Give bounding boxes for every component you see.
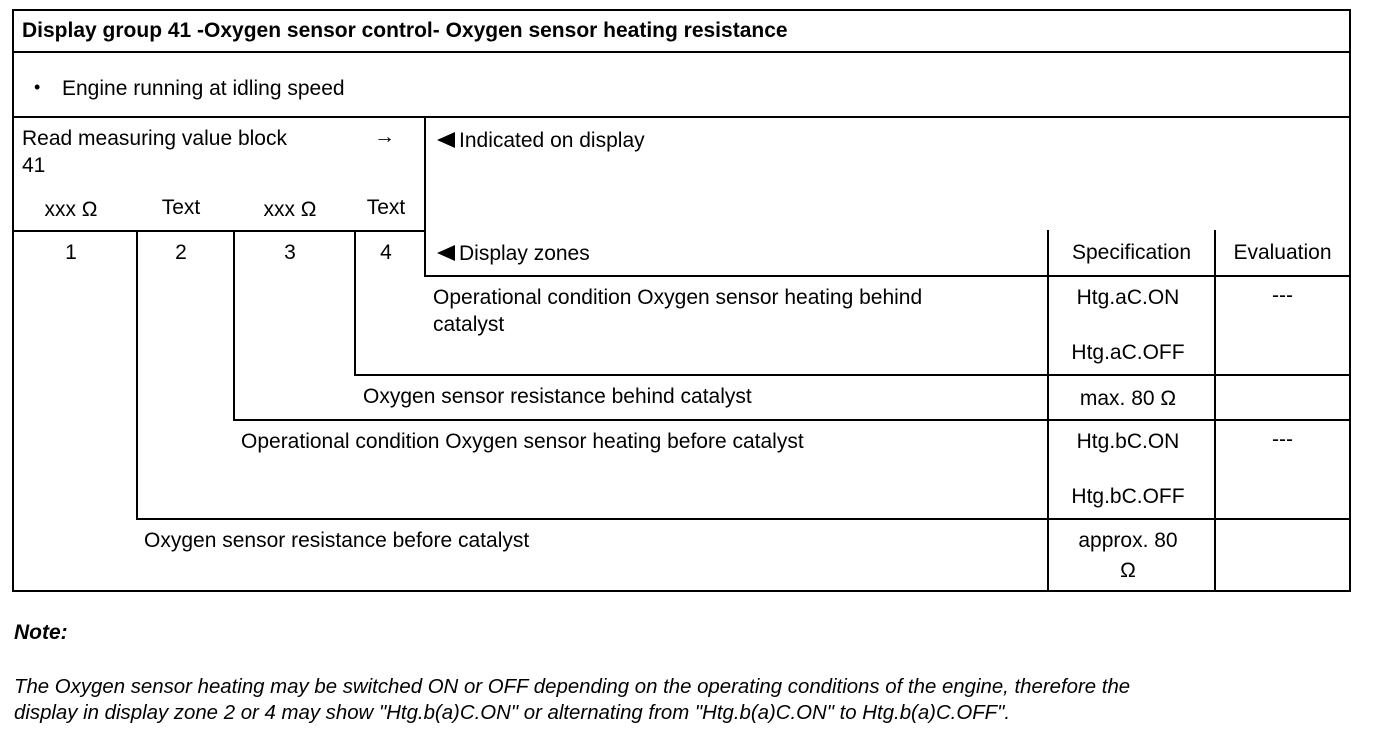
row-4-spec-line1: approx. 80	[1078, 529, 1178, 552]
row-1-evaluation: ---	[1272, 284, 1293, 307]
column-header-1: xxx Ω	[44, 198, 98, 221]
row-3-spec-on: Htg.bC.ON	[1076, 430, 1180, 453]
row-1-spec-off: Htg.aC.OFF	[1071, 341, 1185, 364]
row-1-description-line1: Operational condition Oxygen sensor heating behind	[433, 286, 923, 309]
display-zones-header	[437, 241, 590, 267]
pointer-left-icon	[437, 245, 455, 261]
zone-number-4: 4	[380, 241, 392, 264]
frame-left	[12, 9, 14, 592]
divider	[424, 275, 1351, 277]
note-text-line1: The Oxygen sensor heating may be switched ON or OFF depending on the operating conditions of the engine, therefore the	[14, 676, 1131, 698]
zone-number-3: 3	[284, 241, 296, 264]
zone-number-1: 1	[65, 241, 77, 264]
divider	[12, 230, 426, 232]
frame-top	[12, 9, 1351, 11]
note-label: Note:	[14, 621, 68, 644]
column-header-3: xxx Ω	[263, 198, 317, 221]
frame-right	[1349, 9, 1351, 592]
frame-bottom	[12, 590, 1351, 592]
indicated-label: Indicated on display	[459, 129, 645, 152]
column-header-2: Text	[161, 196, 201, 219]
divider	[12, 51, 1351, 53]
zone-number-2: 2	[175, 241, 187, 264]
condition-bullet: •	[34, 77, 41, 97]
divider	[12, 116, 1351, 118]
read-block-label: Read measuring value block	[22, 127, 287, 150]
indicated-on-display	[437, 128, 645, 154]
divider	[233, 419, 1351, 421]
row-2-spec: max. 80 Ω	[1079, 387, 1177, 410]
display-zones-label: Display zones	[459, 242, 590, 265]
column-header-4: Text	[366, 196, 406, 219]
condition-text: Engine running at idling speed	[62, 77, 345, 100]
arrow-icon: →	[374, 125, 395, 148]
row-1-spec-on: Htg.aC.ON	[1076, 286, 1180, 309]
evaluation-header: Evaluation	[1233, 241, 1332, 264]
pointer-left-icon	[437, 132, 455, 148]
row-1-description-line2: catalyst	[433, 313, 505, 336]
divider	[136, 518, 1351, 520]
specification-header: Specification	[1071, 241, 1192, 264]
row-3-spec-off: Htg.bC.OFF	[1071, 485, 1185, 508]
divider	[354, 374, 1351, 376]
row-3-description: Operational condition Oxygen sensor heating before catalyst	[241, 430, 804, 453]
divider	[136, 230, 138, 520]
table-title: Display group 41 -Oxygen sensor control- Oxygen sensor heating resistance	[22, 19, 788, 42]
note-text-line2: display in display zone 2 or 4 may show "Htg.b(a)C.ON" or alternating from "Htg.b(a)C.ON" to Htg.b(a)C.OFF".	[14, 702, 1011, 724]
read-block-number: 41	[22, 154, 46, 177]
row-4-spec-line2: Ω	[1120, 559, 1136, 582]
row-3-evaluation: ---	[1272, 428, 1293, 451]
row-4-description: Oxygen sensor resistance before catalyst	[144, 529, 530, 552]
row-2-description: Oxygen sensor resistance behind catalyst	[363, 385, 752, 408]
